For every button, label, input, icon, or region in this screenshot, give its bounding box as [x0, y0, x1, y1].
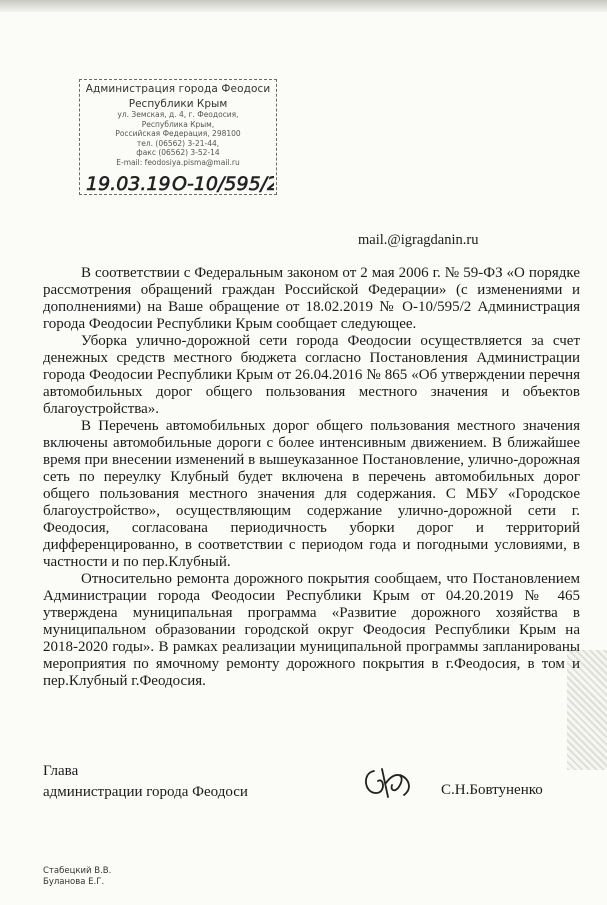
stamp-fax: факс (06562) 3-52-14 — [136, 148, 220, 157]
stamp-org-region: Республики Крым — [128, 98, 228, 110]
signature-mark — [360, 763, 420, 803]
stamp-address-line: ул. Земская, д. 4, г. Феодосия, — [117, 110, 239, 119]
signer-name: С.Н.Бовтуненко — [441, 782, 543, 798]
executor-name: Буланова Е.Г. — [43, 877, 105, 887]
registration-date: 19.03.19 — [86, 173, 171, 195]
paragraph: Уборка улично-дорожной сети города Феодосии осуществляется за счет денежных средств местного бюджета согласно Постановления Администрации города Феодосии Республики Крым от 26.04.2016 № 865 «Об утверждении перечня автомобильных дорог общего пользования местного значения и объектов благоустройства». — [43, 333, 580, 417]
paragraph: Относительно ремонта дорожного покрытия сообщаем, что Постановлением Администрации города Феодосии Республики Крым от 04.20.2019 № 465 утверждена муниципальная программа «Развитие дорожного хозяйства в муниципальном образовании городской округ Феодосия Республики Крым на 2018-2020 годы». В рамках реализации муниципальной программы запланированы мероприятия по ямочному ремонту дорожного покрытия в г.Феодосия, в том и пер.Клубный г.Феодосия. — [43, 571, 580, 689]
handwritten-signature — [360, 763, 420, 803]
stamp-org-name: Администрация города Феодоси — [85, 83, 271, 95]
executor-name: Стабецкий В.В. — [43, 866, 112, 876]
stamp-address-line: Республика Крым, — [141, 119, 215, 129]
handwritten-registration — [84, 168, 274, 198]
handwritten-registration-mark — [84, 168, 274, 198]
scan-edge — [0, 0, 607, 12]
stamp-address-line: Российская Федерация, 298100 — [115, 129, 241, 138]
stamp-phone: тел. (06562) 3-21-44, — [136, 138, 220, 148]
paragraph: В соответствии с Федеральным законом от 2 мая 2006 г. № 59-ФЗ «О порядке рассмотрения обращений граждан Российской Федерации» (с изменениями и дополнениями) на Ваше обращение от 18.02.2019 № О-10/595/2 Администрация города Феодосии Республики Крым сообщает следующее. — [43, 265, 580, 332]
signatory-title — [43, 761, 248, 803]
stamp-email: E-mail: feodosiya.pisma@mail.ru — [116, 157, 240, 167]
signatory-title-line: Глава — [43, 763, 79, 779]
recipient-email: mail.@igragdanin.ru — [358, 232, 479, 248]
paragraph: В Перечень автомобильных дорог общего пользования местного значения включены автомобильные дороги с более интенсивным движением. В ближайшее время при внесении изменений в вышеуказанное Постановление, улично-дорожная сеть по переулку Клубный будет включена в перечень автомобильных дорог общего пользования местного значения для содержания. С МБУ «Городское благоустройство», осуществляющим содержание улично-дорожной сети г. Феодосия, согласована периодичность уборки дорог и территорий дифференцированно, в соответствии с периодом года и погодными условиями, в частности и по пер.Клубный. — [43, 418, 580, 570]
executors-footer — [43, 866, 111, 888]
signatory-title-line: администрации города Феодоси — [43, 784, 248, 800]
registration-number: О-10/595/2 — [172, 173, 274, 195]
letter-body — [43, 265, 580, 690]
